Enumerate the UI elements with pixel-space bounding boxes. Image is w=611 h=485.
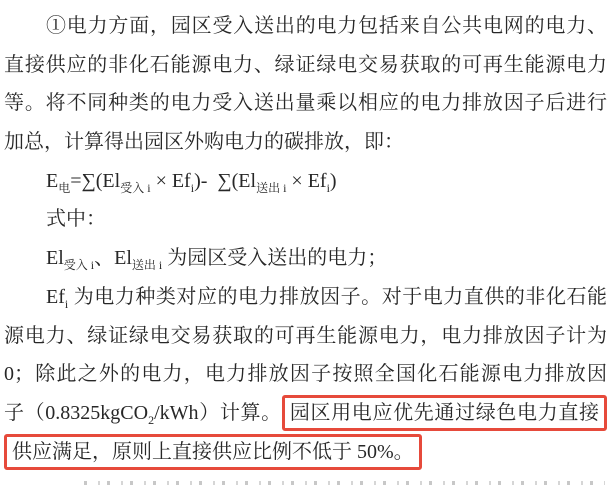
definition-ef-line-5 (4, 433, 607, 472)
definition-ef-segment: 为电力种类对应的电力排放因子。对于电力直供的非化石能 (68, 285, 607, 308)
paragraph-intro-line-1: ①电力方面，园区受入送出的电力包括来自公共电网的电力、 (46, 15, 607, 37)
paragraph-intro-line-3: 等。将不同种类的电力受入送出量乘以相应的电力排放因子后进行 (4, 92, 607, 115)
clipped-next-line-fragment (84, 481, 605, 485)
definition-el-subscript: 受入 i (63, 258, 95, 273)
definition-ef-segment: Ef (46, 285, 65, 308)
formula-line (4, 162, 607, 201)
where-label: 式中： (46, 208, 106, 231)
definition-ef-line-1 (4, 278, 607, 317)
definition-el-segment: 、El (94, 247, 132, 270)
definition-el-subscript: 送出 i (131, 258, 163, 273)
highlighted-text-line-1: 园区用电应优先通过绿色电力直接 (289, 401, 600, 424)
definition-el-line (4, 239, 607, 278)
highlight-annotation-box-line-1 (282, 395, 607, 431)
definition-ef-line-3: 0；除此之外的电力，电力排放因子按照全国化石能源电力排放因 (4, 363, 607, 386)
definition-el-segment: El (46, 247, 64, 270)
definition-ef-segment: 子（0.8325kgCO (4, 401, 149, 424)
formula-segment: ) (329, 169, 337, 192)
formula-segment: E (46, 169, 59, 192)
formula-subscript: 送出 i (256, 180, 287, 195)
definition-ef-line-4 (4, 394, 607, 433)
co2-subscript: 2 (148, 412, 155, 427)
formula-segment: × Ef (150, 169, 191, 192)
paragraph-intro-line-2: 直接供应的非化石能源电力、绿证绿电交易获取的可再生能源电力 (4, 53, 607, 76)
definition-ef-line-2: 源电力、绿证绿电交易获取的可再生能源电力，电力排放因子计为 (4, 324, 607, 347)
paragraph-intro-line-4: 加总，计算得出园区外购电力的碳排放，即： (4, 131, 404, 154)
definition-ef-subscript: i (64, 296, 69, 311)
formula-segment: )- ∑(El (194, 169, 257, 192)
formula-segment: =∑(El (70, 169, 121, 192)
definition-el-segment: 为园区受入送出的电力； (162, 247, 388, 270)
definition-ef-segment: /kWh）计算。 (154, 401, 282, 424)
highlight-annotation-box-line-2 (4, 434, 422, 470)
highlighted-text-line-2: 供应满足，原则上直接供应比例不低于 50%。 (12, 440, 414, 463)
formula-subscript: i (190, 180, 195, 195)
formula-subscript: i (326, 180, 330, 195)
formula-segment: × Ef (286, 169, 327, 192)
formula-subscript: 受入 i (120, 180, 151, 195)
formula-subscript: 电 (58, 180, 71, 195)
